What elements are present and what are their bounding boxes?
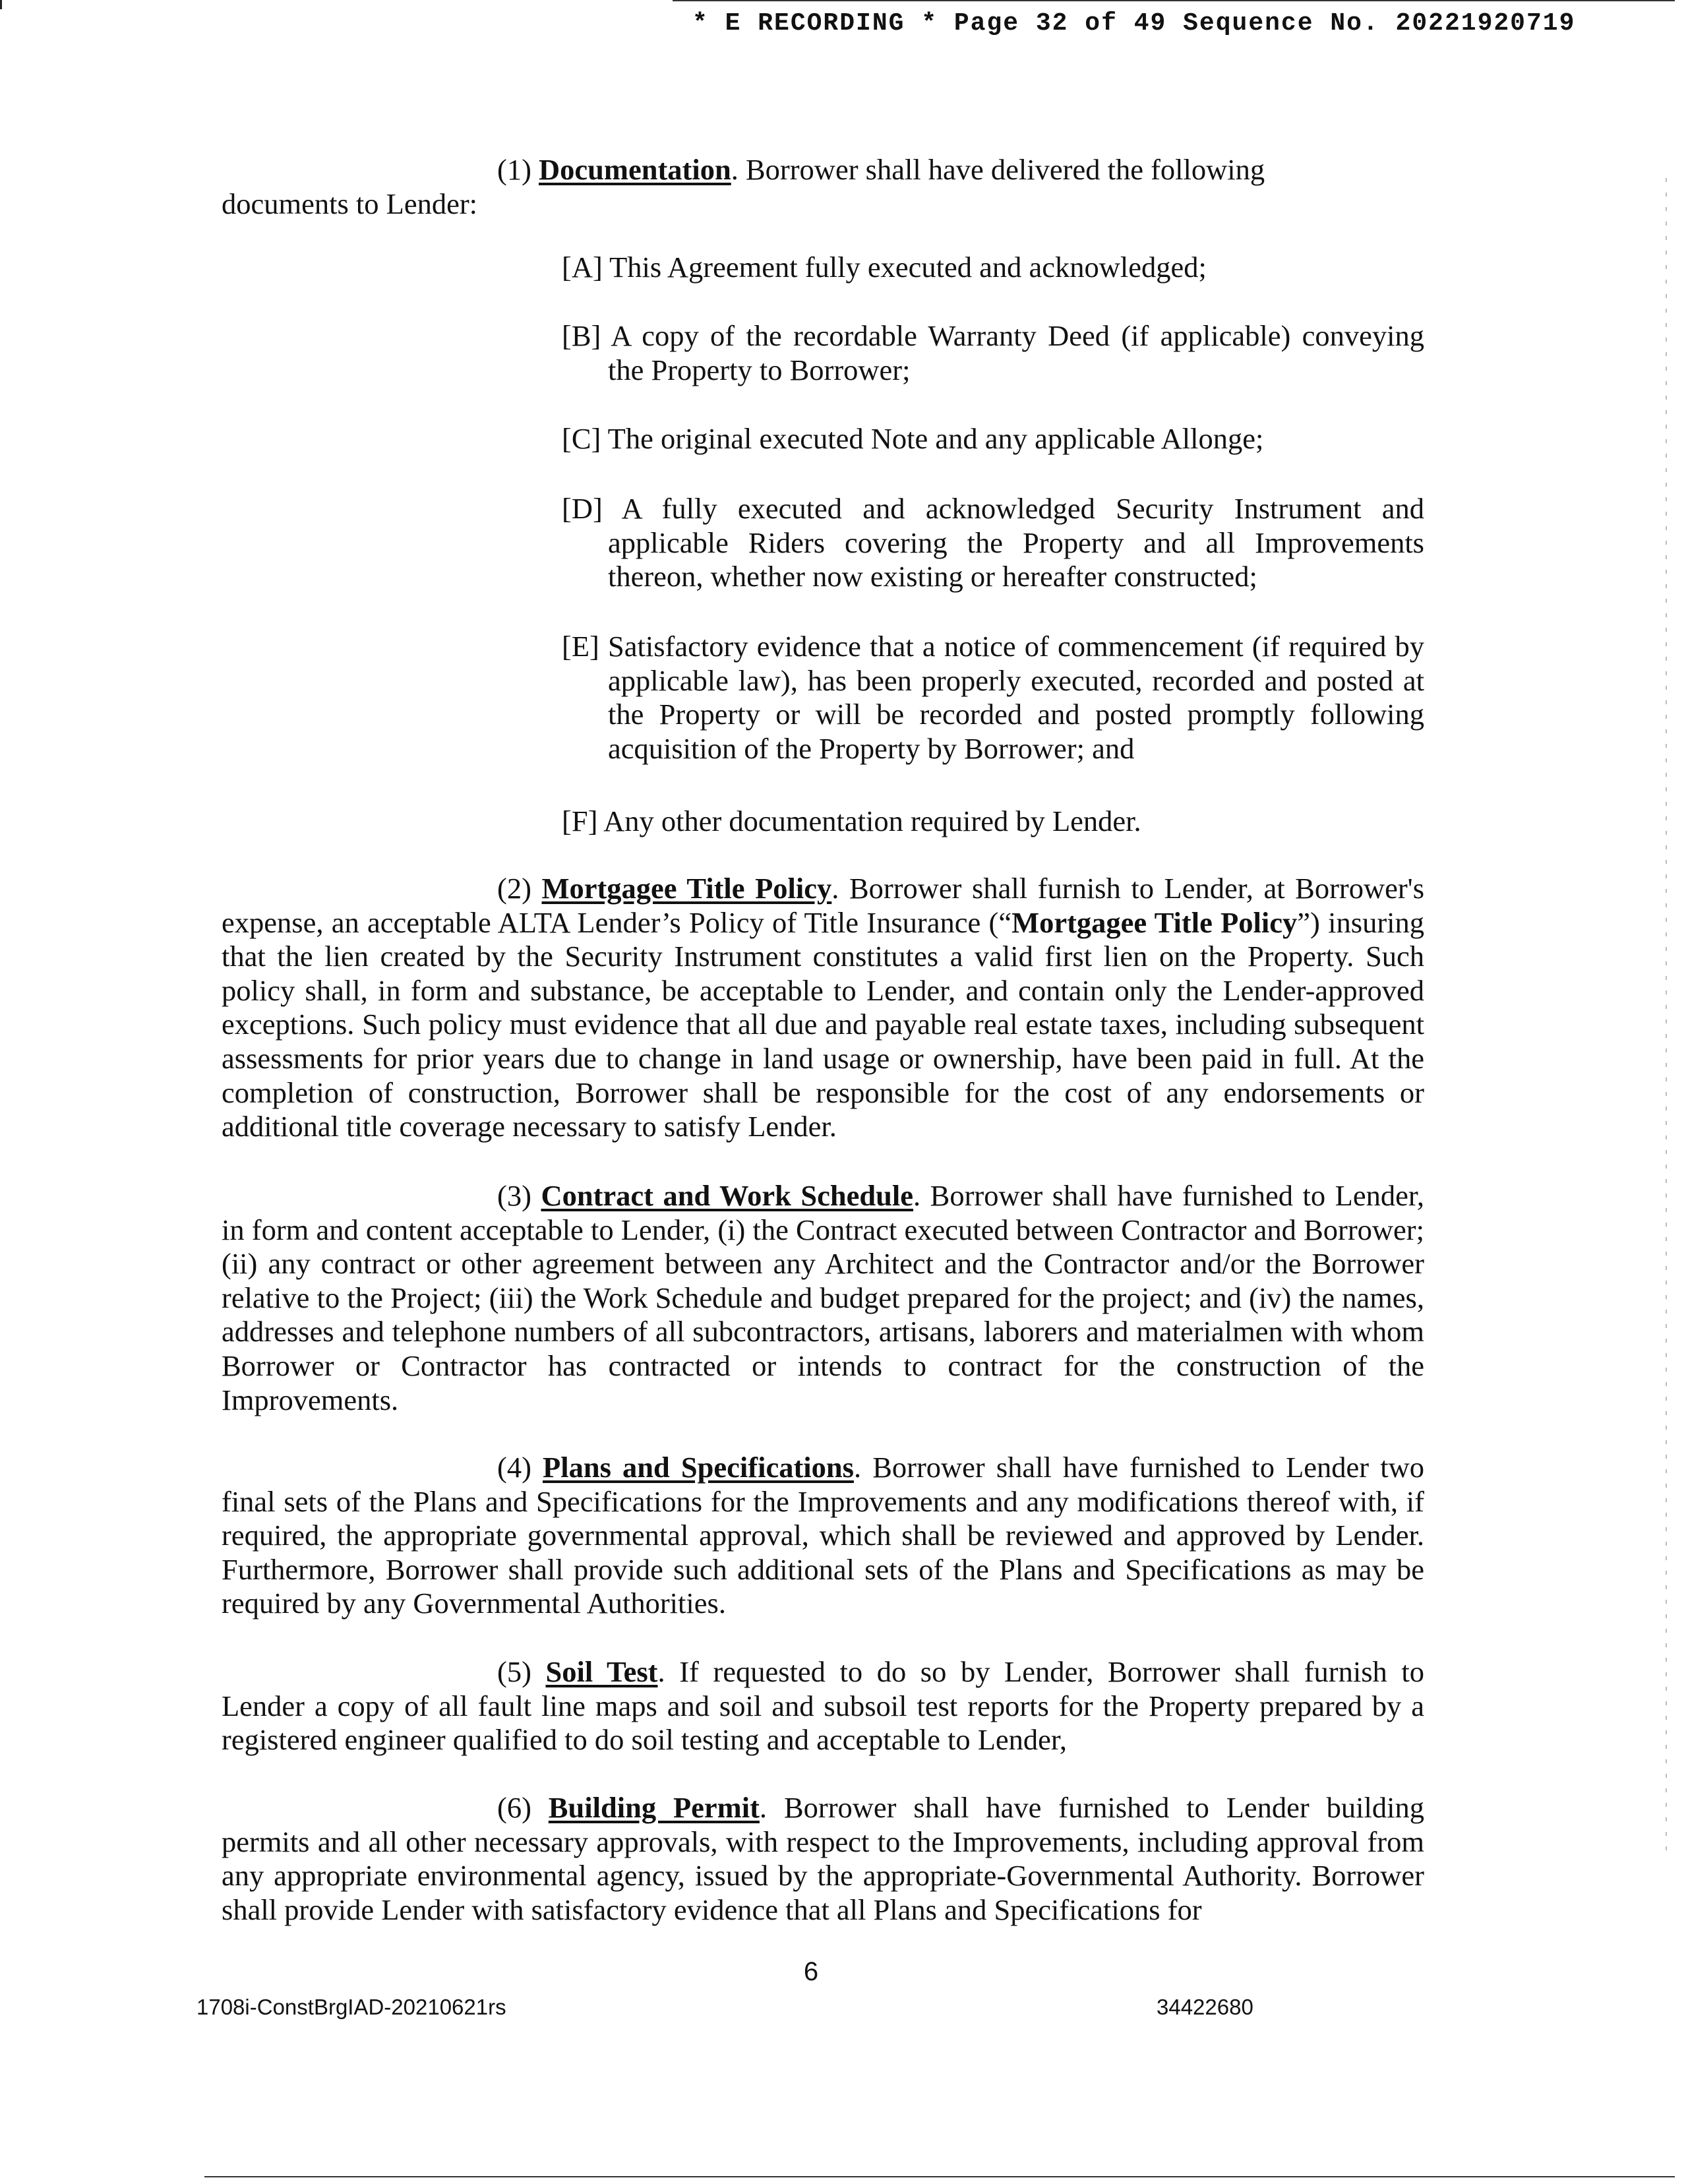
section-2-defined-term: Mortgagee Title Policy	[1011, 905, 1298, 939]
item-label: [D]	[562, 492, 603, 525]
section-3-number: (3)	[497, 1179, 531, 1212]
section-5-number: (5)	[497, 1655, 531, 1688]
recording-header: * E RECORDING * Page 32 of 49 Sequence No. 20221920719	[692, 9, 1576, 38]
section-5-heading: Soil Test	[545, 1655, 658, 1688]
list-item	[562, 630, 1424, 766]
section-4-paragraph	[222, 1451, 1424, 1621]
item-label: [F]	[562, 804, 598, 837]
section-6-heading: Building Permit	[548, 1791, 760, 1824]
item-label: [C]	[562, 422, 601, 455]
section-4-number: (4)	[497, 1451, 531, 1484]
section-1-continuation: documents to Lender:	[222, 187, 478, 220]
section-3-heading: Contract and Work Schedule	[541, 1179, 913, 1212]
list-item	[562, 492, 1424, 594]
section-2-text-a: . Borrower shall furnish to Lender, at Borrower's expense, an acceptable ALTA Lender’s Policy of Title Insurance (“	[222, 872, 1425, 939]
item-text: A copy of the recordable Warranty Deed (if applicable) conveying the Property to Borrower;	[608, 319, 1425, 386]
item-text: A fully executed and acknowledged Security Instrument and applicable Riders covering the Property and all Improvements thereon, whether now existing or hereafter constructed;	[608, 492, 1424, 593]
section-1-intro	[497, 153, 1424, 187]
item-label: [E]	[562, 630, 599, 663]
item-label: [B]	[562, 319, 601, 352]
section-2-paragraph	[222, 872, 1424, 1144]
scan-edge-marks	[1666, 178, 1667, 1853]
list-item	[562, 251, 1424, 285]
item-label: [A]	[562, 251, 603, 284]
section-2-number: (2)	[497, 872, 531, 905]
section-4-text: . Borrower shall have furnished to Lender two final sets of the Plans and Specifications for the Improvements and any modifications thereof with, if required, the appropriate governmental approval, which shall be reviewed and approved by Lender. Furthermore, Borrower shall provide such additional sets of the Plans and Specifications as may be required by any Governmental Authorities.	[222, 1451, 1425, 1620]
section-6-number: (6)	[497, 1791, 531, 1824]
page-number: 6	[803, 1957, 819, 1986]
scan-mark	[0, 0, 2, 9]
section-5-text: . If requested to do so by Lender, Borrower shall furnish to Lender a copy of all fault line maps and soil and subsoil test reports for the Property prepared by a registered engineer qualified to do soil testing and acceptable to Lender,	[222, 1655, 1424, 1757]
section-6-text: . Borrower shall have furnished to Lender building permits and all other necessary approvals, with respect to the Improvements, including approval from any appropriate environmental agency, issued by the appropriate-Governmental Authority. Borrower shall provide Lender with satisfactory evidence that all Plans and Specifications for	[222, 1791, 1424, 1926]
section-1-text: . Borrower shall have delivered the following	[731, 153, 1265, 186]
section-3-paragraph	[222, 1179, 1424, 1417]
section-3-text: . Borrower shall have furnished to Lender, in form and content acceptable to Lender, (i) the Contract executed between Contractor and Borrower; (ii) any contract or other agreement between any Architect and the Contractor and/or the Borrower relative to the Project; (iii) the Work Schedule and budget prepared for the project; and (iv) the names, addresses and telephone numbers of all subcontractors, artisans, laborers and materialmen with whom Borrower or Contractor has contracted or intends to contract for the construction of the Improvements.	[222, 1179, 1425, 1416]
document-number: 34422680	[1157, 1995, 1253, 2019]
item-text: Any other documentation required by Lender.	[603, 804, 1141, 837]
section-6-paragraph	[222, 1791, 1424, 1927]
bottom-rule	[204, 2176, 1675, 2177]
item-text: This Agreement fully executed and acknowledged;	[609, 251, 1207, 284]
section-5-paragraph	[222, 1655, 1424, 1757]
list-item	[562, 422, 1424, 456]
document-code: 1708i-ConstBrgIAD-20210621rs	[196, 1995, 506, 2019]
section-2-text-b: ”) insuring that the lien created by the Security Instrument constitutes a valid first lien on the Property. Such policy shall, in form and substance, be acceptable to Lender, and contain only the Lender-approved exceptions. Such policy must evidence that all due and payable real estate taxes, including subsequent assessments for prior years due to change in land usage or ownership, have been paid in full. At the completion of construction, Borrower shall be responsible for the cost of any endorsements or additional title coverage necessary to satisfy Lender.	[222, 905, 1424, 1143]
section-2-heading: Mortgagee Title Policy	[541, 872, 832, 905]
section-1-number: (1)	[497, 153, 531, 186]
list-item	[562, 319, 1424, 387]
item-text: Satisfactory evidence that a notice of commencement (if required by applicable law), has been properly executed, recorded and posted at the Property or will be recorded and posted promptly following acquisition of the Property by Borrower; and	[608, 630, 1425, 765]
item-text: The original executed Note and any applicable Allonge;	[607, 422, 1264, 455]
list-item	[562, 804, 1424, 839]
section-1-heading: Documentation	[539, 153, 731, 186]
top-rule	[673, 0, 1675, 1]
section-4-heading: Plans and Specifications	[543, 1451, 854, 1484]
